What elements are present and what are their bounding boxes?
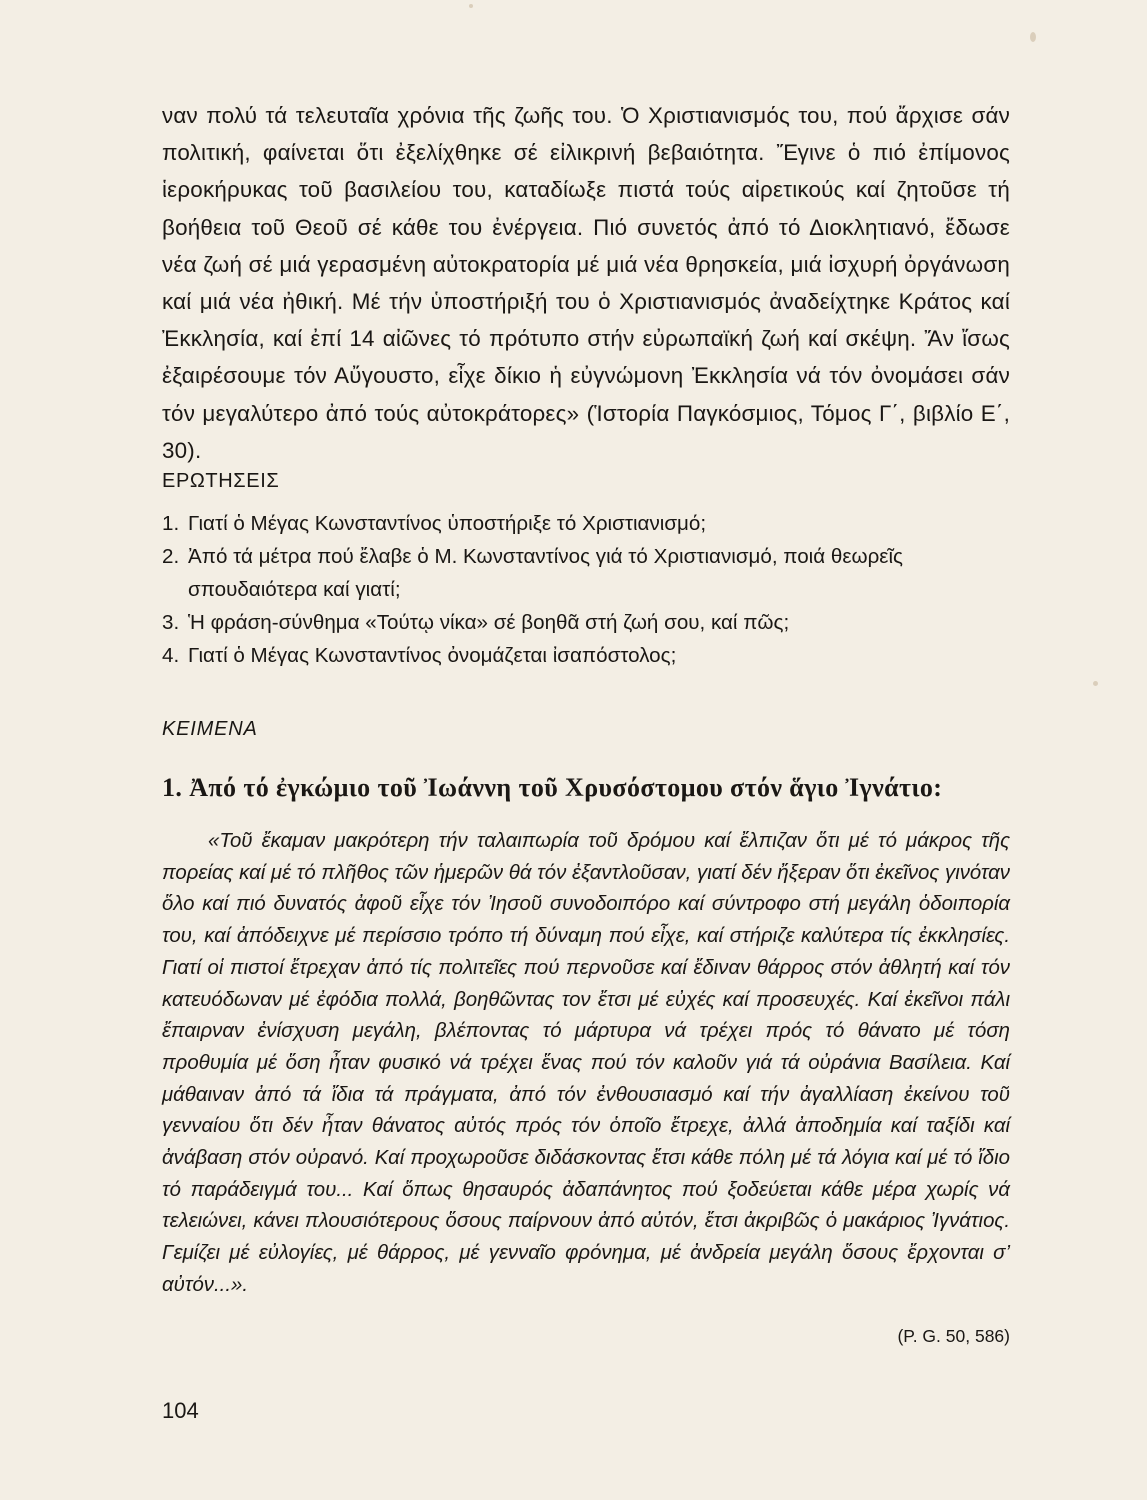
question-text: Ἡ φράση-σύνθημα «Τούτῳ νίκα» σέ βοηθᾶ στή ζωή σου, καί πῶς; xyxy=(188,611,790,634)
question-number: 2. xyxy=(162,545,180,568)
page-number: 104 xyxy=(162,1398,199,1423)
question-text: Γιατί ὁ Μέγας Κωνσταντίνος ὑποστήριξε τό Χριστιανισμό; xyxy=(188,512,707,535)
paper-speck xyxy=(469,4,473,8)
question-text: Γιατί ὁ Μέγας Κωνσταντίνος ὀνομάζεται ἰσαπόστολος; xyxy=(188,644,677,667)
citation: (P. G. 50, 586) xyxy=(897,1326,1010,1346)
questions-heading: ΕΡΩΤΗΣΕΙΣ xyxy=(162,470,280,492)
question-item xyxy=(162,507,1010,540)
question-item xyxy=(162,606,1010,639)
intro-paragraph: ναν πολύ τά τελευταῖα χρόνια τῆς ζωῆς του. Ὁ Χριστιανισμός του, πού ἄρχισε σάν πολιτική, φαίνεται ὅτι ἐξελίχθηκε σέ εἰλικρινή βεβαιότητα. Ἔγινε ὁ πιό ἐπίμονος ἱεροκήρυκας τοῦ βασιλείου του, καταδίωξε πιστά τούς αἱρετικούς καί ζητοῦσε τή βοήθεια τοῦ Θεοῦ σέ κάθε του ἐνέργεια. Πιό συνετός ἀπό τό Διοκλητιανό, ἔδωσε νέα ζωή σέ μιά γερασμένη αὐτοκρατορία μέ μιά νέα θρησκεία, μιά ἰσχυρή ὀργάνωση καί μιά νέα ἠθική. Μέ τήν ὑποστήριξή του ὁ Χριστιανισμός ἀναδείχτηκε Κράτος καί Ἐκκλησία, καί ἐπί 14 αἰῶνες τό πρότυπο στήν εὐρωπαϊκή ζωή καί σκέψη. Ἄν ἴσως ἐξαιρέσουμε τόν Αὔγουστο, εἶχε δίκιο ἡ εὐγνώμονη Ἐκκλησία νά τόν ὀνομάσει σάν τόν μεγαλύτερο ἀπό τούς αὐτοκράτορες» (Ἱστορία Παγκόσμιος, Τόμος Γ΄, βιβλίο Ε΄, 30). xyxy=(162,103,1010,463)
paper-speck xyxy=(1093,681,1098,686)
section-title: 1. Ἀπό τό ἐγκώμιο τοῦ Ἰωάννη τοῦ Χρυσόστομου στόν ἅγιο Ἰγνάτιο: xyxy=(162,773,943,802)
paper-speck xyxy=(1030,32,1036,42)
question-number: 3. xyxy=(162,611,180,634)
quoted-passage: «Τοῦ ἔκαμαν μακρότερη τήν ταλαιπωρία τοῦ δρόμου καί ἔλπιζαν ὅτι μέ τό μάκρος τῆς πορείας καί μέ τό πλῆθος τῶν ἡμερῶν θά τόν ἐξαντλοῦσαν, γιατί δέν ἤξεραν ὅτι ἐκεῖνος γινόταν ὅλο καί πιό δυνατός ἀφοῦ εἶχε τόν Ἰησοῦ συνοδοιπόρο καί σύντροφο στή μεγάλη ὁδοιπορία του, καί ἀπόδειχνε μέ περίσσιο τρόπο τή δύναμη πού εἶχε, καί στήριζε καλύτερα τίς ἐκκλησίες. Γιατί οἱ πιστοί ἔτρεχαν ἀπό τίς πολιτεῖες πού περνοῦσε καί ἔδιναν θάρρος στόν ἀθλητή καί τόν κατευόδωναν μέ ἐφόδια πολλά, βοηθῶντας τον ἔτσι μέ εὐχές καί προσευχές. Καί ἐκεῖνοι πάλι ἔπαιρναν ἐνίσχυση μεγάλη, βλέποντας τό μάρτυρα νά τρέχει πρός τό θάνατο μέ τόση προθυμία μέ ὅση ἦταν φυσικό νά τρέχει ἕνας πού τόν καλοῦν γιά τά οὐράνια Βασίλεια. Καί μάθαιναν ἀπό τά ἴδια τά πράγματα, ἀπό τόν ἐνθουσιασμό καί τήν ἀγαλλίαση ἐκείνου τοῦ γενναίου ὅτι δέν ἦταν θάνατος αὐτός πρός τόν ὁποῖο ἔτρεχε, ἀλλά ἀποδημία καί ταξίδι καί ἀνάβαση στόν οὐρανό. Καί προχωροῦσε διδάσκοντας ἔτσι κάθε πόλη μέ τά λόγια καί μέ τό ἴδιο τό παράδειγμά του... Καί ὅπως θησαυρός ἀδαπάνητος πού ξοδεύεται κάθε μέρα χωρίς νά τελειώνει, κάνει πλουσιότερους ὅσους παίρνουν ἀπό αὐτόν, ἔτσι ἀκριβῶς ὁ μακάριος Ἰγνάτιος. Γεμίζει μέ εὐλογίες, μέ θάρρος, μέ γενναῖο φρόνημα, μέ ἀνδρεία μεγάλη ὅσους ἔρχονται σ’ αὐτόν...». xyxy=(162,830,1010,1296)
question-number: 4. xyxy=(162,644,180,667)
texts-heading: ΚΕΙΜΕΝΑ xyxy=(162,718,258,740)
question-item xyxy=(162,540,1010,606)
question-item xyxy=(162,639,1010,672)
questions-list xyxy=(162,507,1010,672)
question-text: Ἀπό τά μέτρα πού ἔλαβε ὁ Μ. Κωνσταντίνος γιά τό Χριστιανισμό, ποιά θεωρεῖς σπουδαιότερα καί γιατί; xyxy=(188,545,903,601)
question-number: 1. xyxy=(162,512,180,535)
